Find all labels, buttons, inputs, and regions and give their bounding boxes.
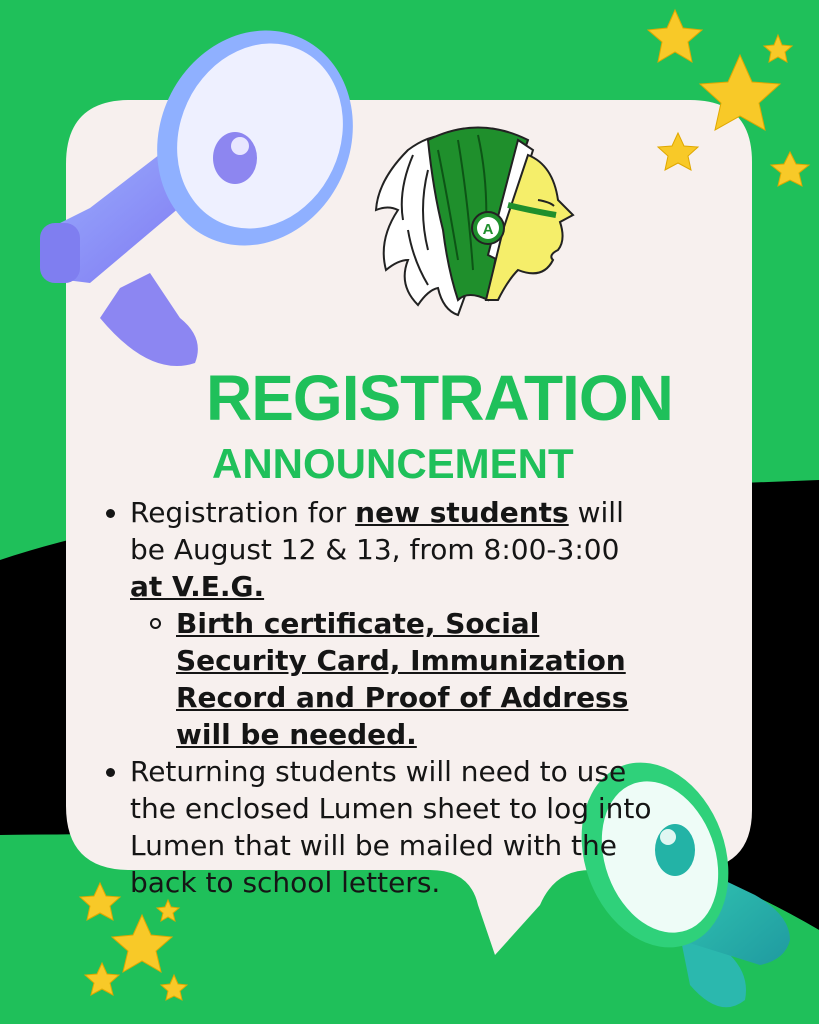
sub-list-item: Birth certificate, Social Security Card, Immunization Record and Proof of Address will be needed. xyxy=(146,605,660,753)
bullet1-text-b: will be August 12 & 13, from 8:00-3:00 xyxy=(130,496,624,566)
location-emphasis: at V.E.G. xyxy=(130,570,265,603)
list-item xyxy=(100,494,660,605)
star-icon xyxy=(640,0,819,200)
new-students-emphasis: new students xyxy=(355,496,569,529)
mascot-logo xyxy=(368,110,588,320)
page-title: REGISTRATION xyxy=(206,362,673,434)
page-subtitle: ANNOUNCEMENT xyxy=(212,440,574,487)
mascot-letter: A xyxy=(482,221,494,238)
list-item: Returning students will need to use the enclosed Lumen sheet to log into Lumen that will be mailed with the back to school letters. xyxy=(100,753,660,901)
megaphone-icon xyxy=(30,18,360,378)
bullet1-text-a: Registration for xyxy=(130,496,356,529)
announcement-body xyxy=(100,494,660,901)
